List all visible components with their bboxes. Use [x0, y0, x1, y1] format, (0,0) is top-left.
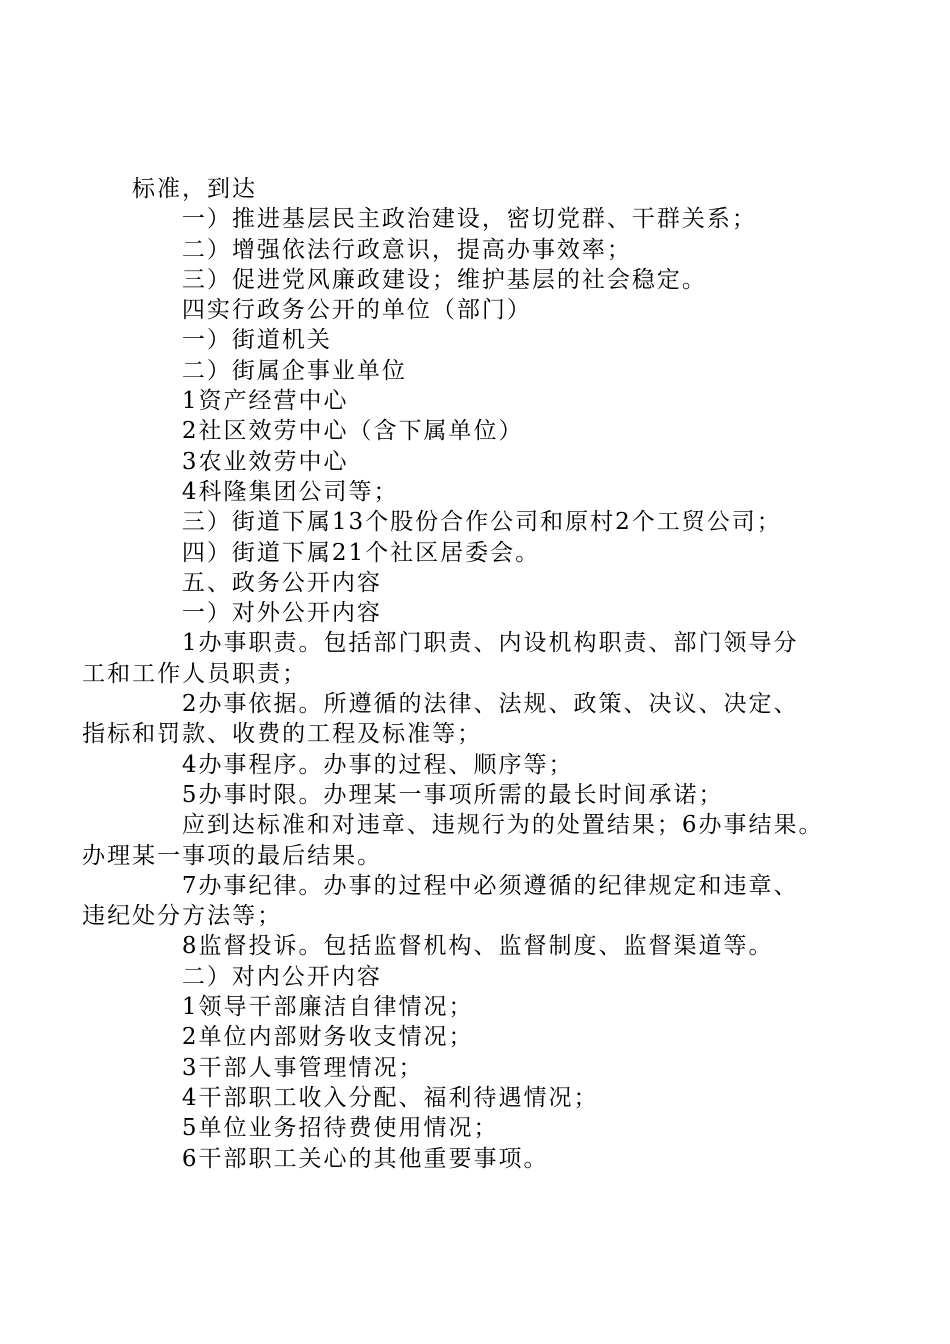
- text-line: 违纪处分方法等；: [82, 903, 283, 930]
- paragraph: [132, 416, 832, 446]
- paragraph: [132, 356, 832, 386]
- paragraph: [132, 174, 832, 204]
- text-line: 4干部职工收入分配、福利待遇情况；: [181, 1084, 599, 1111]
- paragraph: [132, 992, 832, 1022]
- text-line: 二）对内公开内容: [181, 963, 382, 990]
- text-line: 2社区效劳中心（含下属单位）: [181, 418, 524, 445]
- text-line: 办理某一事项的最后结果。: [82, 842, 383, 869]
- text-line: 6干部职工关心的其他重要事项。: [181, 1145, 549, 1172]
- text-line: 1领导干部廉洁自律情况；: [181, 994, 474, 1021]
- paragraph: [82, 810, 832, 871]
- paragraph: [132, 750, 832, 780]
- text-line: 四）街道下属21个社区居委会。: [181, 539, 541, 566]
- text-line: 四实行政务公开的单位（部门）: [181, 297, 532, 324]
- text-line: 五、政务公开内容: [181, 569, 382, 596]
- text-line: 一）推进基层民主政治建设，密切党群、干群关系；: [181, 206, 757, 233]
- text-line: 1资产经营中心: [181, 388, 349, 415]
- paragraph: [132, 962, 832, 992]
- paragraph: [132, 386, 832, 416]
- text-line: 2单位内部财务收支情况；: [181, 1024, 474, 1051]
- text-line: 工和工作人员职责；: [82, 660, 308, 687]
- paragraph: [132, 507, 832, 537]
- paragraph: [82, 689, 832, 750]
- paragraph: [132, 568, 832, 598]
- paragraph: [132, 538, 832, 568]
- paragraph: [132, 1083, 832, 1113]
- paragraph: [132, 235, 832, 265]
- paragraph: [132, 477, 832, 507]
- text-line: 应到达标准和对违章、违规行为的处置结果；6办事结果。: [181, 812, 824, 839]
- text-line: 二）增强依法行政意识，提高办事效率；: [181, 236, 632, 263]
- document-body: [82, 174, 832, 1174]
- text-line: 8监督投诉。包括监督机构、监督制度、监督渠道等。: [181, 933, 774, 960]
- text-line: 5单位业务招待费使用情况；: [181, 1115, 499, 1142]
- text-line: 3农业效劳中心: [181, 448, 349, 475]
- text-line: 指标和罚款、收费的工程及标准等；: [82, 721, 483, 748]
- text-line: 二）街属企事业单位: [181, 357, 407, 384]
- paragraph: [82, 628, 832, 689]
- text-line: 三）促进党风廉政建设；维护基层的社会稳定。: [181, 266, 707, 293]
- paragraph: [82, 871, 832, 932]
- paragraph: [132, 204, 832, 234]
- paragraph: [132, 1053, 832, 1083]
- paragraph: [132, 265, 832, 295]
- text-line: 一）街道机关: [181, 327, 332, 354]
- paragraph: [132, 295, 832, 325]
- paragraph: [132, 1022, 832, 1052]
- paragraph: [132, 325, 832, 355]
- text-line: 标准，到达: [132, 176, 257, 202]
- text-line: 1办事职责。包括部门职责、内设机构职责、部门领导分: [181, 630, 799, 657]
- paragraph: [132, 447, 832, 477]
- text-line: 3干部人事管理情况；: [181, 1054, 424, 1081]
- text-line: 三）街道下属13个股份合作公司和原村2个工贸公司；: [181, 509, 782, 536]
- text-line: 4办事程序。办事的过程、顺序等；: [181, 751, 574, 778]
- text-line: 一）对外公开内容: [181, 600, 382, 627]
- text-line: 7办事纪律。办事的过程中必须遵循的纪律规定和违章、: [181, 872, 799, 899]
- text-line: 4科隆集团公司等；: [181, 478, 399, 505]
- paragraph: [132, 931, 832, 961]
- text-line: 5办事时限。办理某一事项所需的最长时间承诺；: [181, 781, 724, 808]
- paragraph: [132, 780, 832, 810]
- paragraph: [132, 1113, 832, 1143]
- paragraph: [132, 598, 832, 628]
- paragraph: [132, 1144, 832, 1174]
- text-line: 2办事依据。所遵循的法律、法规、政策、决议、决定、: [181, 691, 799, 718]
